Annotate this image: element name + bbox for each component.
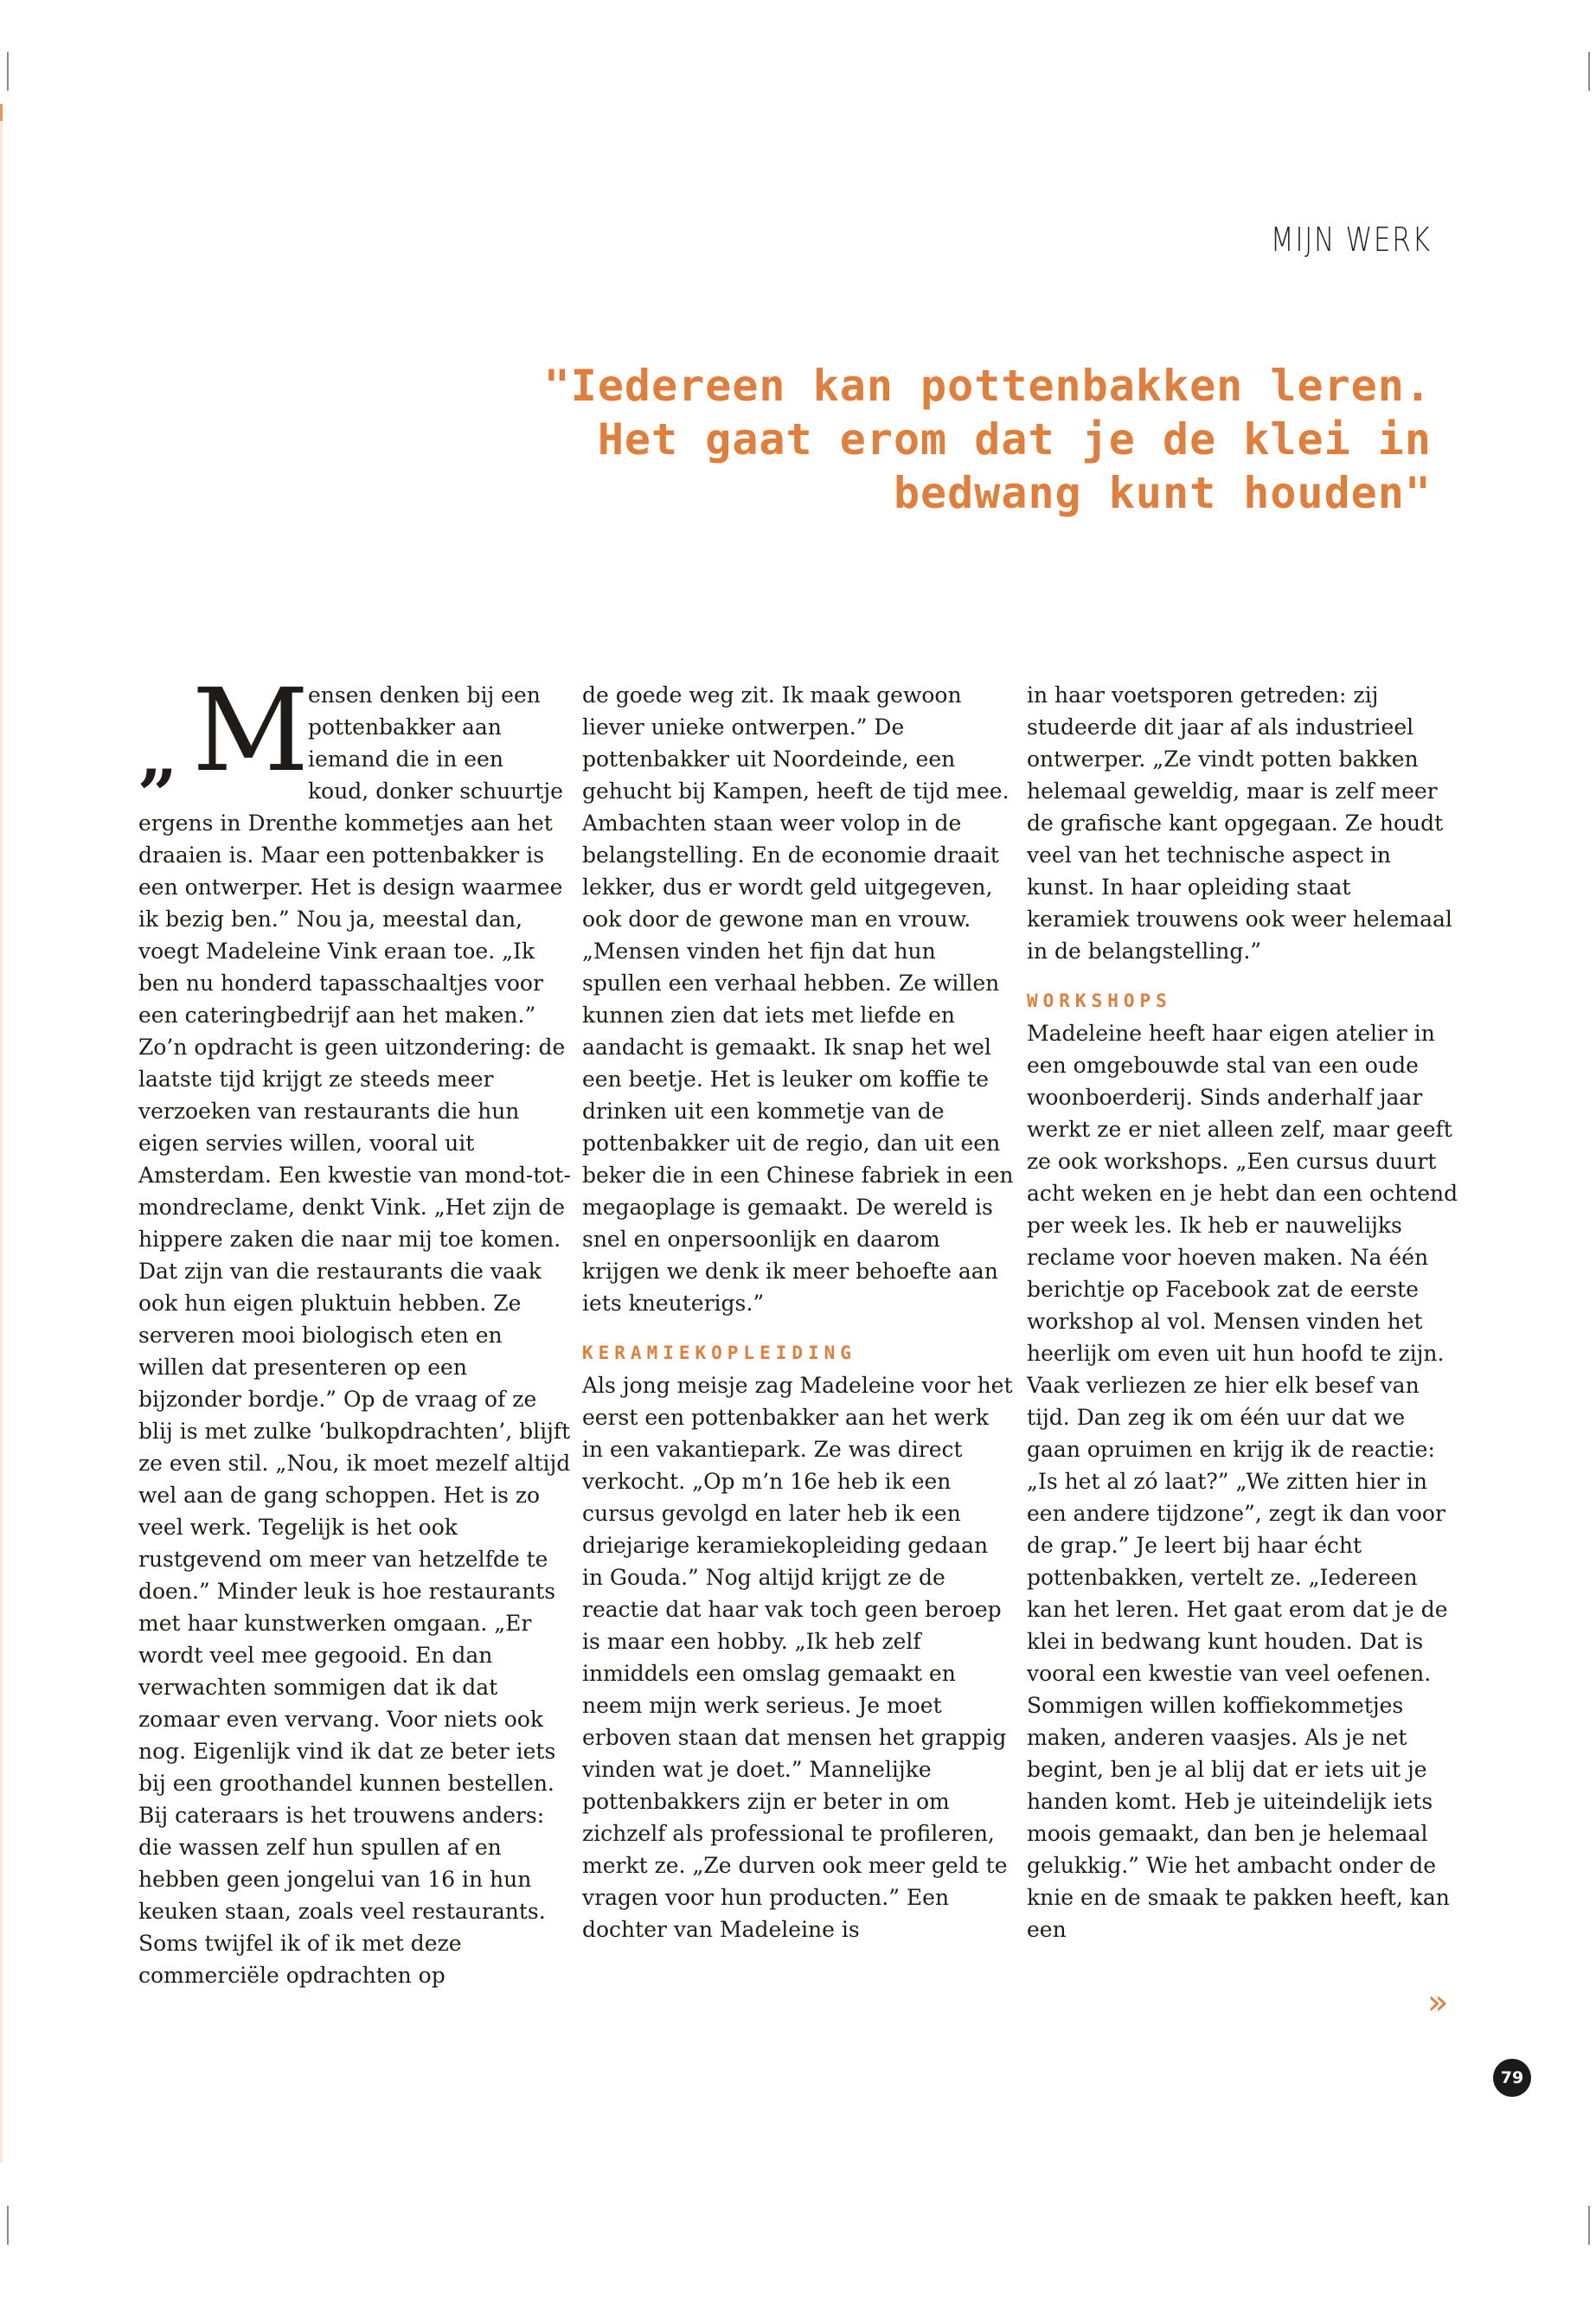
crop-mark-top-left <box>7 52 9 91</box>
drop-cap-letter: M <box>192 664 310 798</box>
subheading-workshops: WORKSHOPS <box>1027 990 1172 1011</box>
crop-mark-top-right <box>1588 52 1590 91</box>
section-label: MIJN WERK <box>1271 221 1432 259</box>
article-column-1 <box>138 664 571 1991</box>
crop-mark-bottom-left <box>7 2206 9 2245</box>
drop-quote-mark: „ <box>138 715 179 796</box>
column-2-paragraph-2: Als jong meisje zag Madeleine voor het eerst een pottenbakker aan het werk in een vakantiepark. Ze was direct verkocht. „Op m’n 16e heb ik een cursus gevolgd en later heb ik een driejarige keramiekopleiding gedaan in Gouda.” Nog altijd krijgt ze de reactie dat haar vak toch geen beroep is maar een hobby. „Ik heb zelf inmiddels een omslag gemaakt en neem mijn werk serieus. Je moet erboven staan dat mensen het grappig vinden wat je doet.” Mannelijke pottenbakkers zijn er beter in om zichzelf als professional te profileren, merkt ze. „Ze durven ook meer geld te vragen voor hun producten.” Een dochter van Madeleine is <box>582 1373 1013 1942</box>
column-1-text: ensen denken bij een pottenbakker aan iemand die in een koud, donker schuurtje ergens in Drenthe kommetjes aan het draaien is. Maar een pottenbakker is een ontwerper. Het is design waarmee ik bezig ben.” Nou ja, meestal dan, voegt Madeleine Vink eraan toe. „Ik ben nu honderd tapasschaaltjes voor een cateringbedrijf aan het maken.” Zo’n opdracht is geen uitzondering: de laatste tijd krijgt ze steeds meer verzoeken van restaurants die hun eigen servies willen, vooral uit Amsterdam. Een kwestie van mond-tot-mondreclame, denkt Vink. „Het zijn de hippere zaken die naar mij toe komen. Dat zijn van die restaurants die vaak ook hun eigen pluktuin hebben. Ze serveren mooi biologisch eten en willen dat presenteren op een bijzonder bordje.” Op de vraag of ze blij is met zulke ‘bulkopdrachten’, blijft ze even stil. „Nou, ik moet mezelf altijd wel aan de gang schoppen. Het is zo veel werk. Tegelijk is het ook rustgevend om meer van hetzelfde te doen.” Minder leuk is hoe restaurants met haar kunstwerken omgaan. „Er wordt veel mee gegooid. En dan verwachten sommigen dat ik dat zomaar even vervang. Voor niets ook nog. Eigenlijk vind ik dat ze beter iets bij een groothandel kunnen bestellen. Bij cateraars is het trouwens anders: die wassen zelf hun spullen af en hebben geen jongelui van 16 in hun keuken staan, zoals veel restaurants. Soms twijfel ik of ik met deze commerciële opdrachten op <box>138 683 571 1988</box>
column-3-paragraph-1: in haar voetsporen getreden: zij studeerde dit jaar af als industrieel ontwerper. „Ze vindt potten bakken helemaal geweldig, maar is zelf meer de grafische kant opgegaan. Ze houdt veel van het technische aspect in kunst. In haar opleiding staat keramiek trouwens ook weer helemaal in de belangstelling.” <box>1027 683 1452 964</box>
double-chevron-right-icon: » <box>1427 1983 1449 2022</box>
article-column-3 <box>1027 679 1459 1945</box>
page-edge-accent <box>0 104 3 121</box>
crop-mark-bottom-right <box>1588 2206 1590 2245</box>
subheading-keramiekopleiding: KERAMIEKOPLEIDING <box>582 1343 856 1363</box>
pull-quote: "Iedereen kan pottenbakken leren. Het gaat erom dat je de klei in bedwang kunt houden" <box>543 361 1432 518</box>
page-edge-strip <box>0 104 3 2163</box>
column-2-paragraph-1: de goede weg zit. Ik maak gewoon liever unieke ontwerpen.” De pottenbakker uit Noordeinde, een gehucht bij Kampen, heeft de tijd mee. Ambachten staan weer volop in de belangstelling. En de economie draait lekker, dus er wordt geld uitgegeven, ook door de gewone man en vrouw. „Mensen vinden het fijn dat hun spullen een verhaal hebben. Ze willen kunnen zien dat iets met liefde en aandacht is gemaakt. Ik snap het wel een beetje. Het is leuker om koffie te drinken uit een kommetje van de pottenbakker uit de regio, dan uit een beker die in een Chinese fabriek in een megaoplage is gemaakt. De wereld is snel en onpersoonlijk en daarom krijgen we denk ik meer behoefte aan iets kneuterigs.” <box>582 683 1014 1316</box>
page-number-badge: 79 <box>1493 2059 1531 2097</box>
article-column-2 <box>582 679 1015 1945</box>
column-3-paragraph-2: Madeleine heeft haar eigen atelier in een omgebouwde stal van een oude woonboerderij. Sinds anderhalf jaar werkt ze er niet alleen zelf, maar geeft ze ook workshops. „Een cursus duurt acht weken en je hebt dan een ochtend per week les. Ik heb er nauwelijks reclame voor hoeven maken. Na één berichtje op Facebook zat de eerste workshop al vol. Mensen vinden het heerlijk om even uit hun hoofd te zijn. Vaak verliezen ze hier elk besef van tijd. Dan zeg ik om één uur dat we gaan opruimen en krijg ik de reactie: „Is het al zó laat?” „We zitten hier in een andere tijdzone”, zegt ik dan voor de grap.” Je leert bij haar écht pottenbakken, vertelt ze. „Iedereen kan het leren. Het gaat erom dat je de klei in bedwang kunt houden. Dat is vooral een kwestie van veel oefenen. Sommigen willen koffiekommetjes maken, anderen vaasjes. Als je net begint, ben je al blij dat er iets uit je handen komt. Heb je uiteindelijk iets moois gemaakt, dan ben je helemaal gelukkig.” Wie het ambacht onder de knie en de smaak te pakken heeft, kan een <box>1027 1021 1458 1942</box>
drop-cap-group <box>138 664 310 798</box>
